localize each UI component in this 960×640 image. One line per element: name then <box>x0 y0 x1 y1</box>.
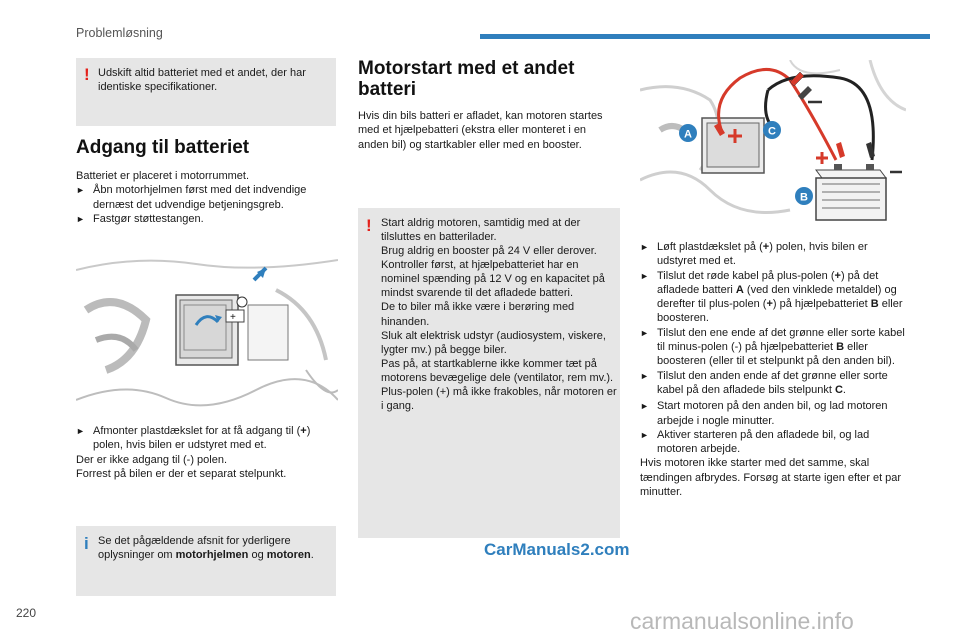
battery-ref: A <box>735 283 744 296</box>
carmanuals-watermark[interactable]: CarManuals2.com <box>484 540 630 559</box>
warning-icon: ! <box>84 65 90 84</box>
section-bar <box>480 34 930 39</box>
arrow-bullet-icon: ► <box>76 426 85 436</box>
step-text: Aktiver starteren på den afladede bil, og lad motoren arbejde. <box>657 428 870 456</box>
list-item <box>640 240 906 269</box>
list-item <box>640 428 906 457</box>
step-text: Åbn motorhjelmen først med det indvendige dernæst det udvendige betjeningsgreb. <box>93 184 307 211</box>
list-item <box>76 183 338 212</box>
warning-box-battery-replace <box>76 58 336 126</box>
warning-line: Sluk alt elektrisk udstyr (audiosystem, viskere, lygter mv.) på begge biler. <box>381 329 606 356</box>
jump-start-steps <box>640 240 906 499</box>
list-item <box>640 399 906 428</box>
info-text-part: . <box>310 549 314 562</box>
step-text: ) polen, hvis bilen er udstyret med et. <box>657 241 868 268</box>
warning-text: Udskift altid batteriet med et andet, der har identiske specifikationer. <box>98 67 306 94</box>
svg-text:+: + <box>230 312 236 323</box>
plus-symbol: + <box>766 298 773 311</box>
battery-location-text: Batteriet er placeret i motorrummet. <box>76 170 250 182</box>
step-text: ) polen, hvis bilen er udstyret med et. <box>93 425 311 452</box>
warning-line: Plus-polen (+) må ikke frakobles, når motoren er i gang. <box>381 385 617 413</box>
battery-ref: B <box>870 298 879 311</box>
arrow-bullet-icon: ► <box>640 327 649 338</box>
note-negative-pole: Der er ikke adgang til (-) polen. <box>76 453 228 466</box>
warning-icon: ! <box>366 216 372 235</box>
cover-remove-text <box>76 424 338 481</box>
jump-cable-drawing <box>640 60 906 230</box>
warning-text-block <box>381 216 617 413</box>
arrow-bullet-icon: ► <box>640 242 649 252</box>
label-a: A <box>684 128 692 141</box>
step-text: eller boosteren. <box>657 298 903 325</box>
plus-symbol: + <box>834 269 841 282</box>
step-text: Fastgør støttestangen. <box>93 212 204 225</box>
arrow-bullet-icon: ► <box>76 213 85 224</box>
arrow-bullet-icon: ► <box>76 185 85 196</box>
list-item <box>76 424 338 453</box>
step-text: Tilslut den ene ende af det grønne eller sorte kabel til minus-polen (-) på hjælpebatteriet <box>657 326 905 354</box>
page-number: 220 <box>16 606 37 620</box>
list-item <box>76 212 338 226</box>
heading-line: batteri <box>358 79 417 101</box>
battery-access-text <box>76 169 338 226</box>
warning-line: Brug aldrig en booster på 24 V eller derover. <box>381 245 597 258</box>
warning-line: Start aldrig motoren, samtidig med at der tilsluttes en batterilader. <box>381 217 581 244</box>
battery-ref: C <box>834 383 843 396</box>
site-watermark: carmanualsonline.info <box>630 608 854 634</box>
list-item <box>640 369 906 398</box>
final-note: Hvis motoren ikke starter med det samme, skal tændingen afbrydes. Forsøg at starte igen efter et par minutter. <box>640 457 902 499</box>
info-text-part: og <box>248 549 267 562</box>
step-text: Løft plastdækslet på ( <box>657 241 763 253</box>
heading-battery-access: Adgang til batteriet <box>76 137 250 158</box>
step-text: eller boosteren (eller til et stelpunkt på den anden bil). <box>657 341 895 368</box>
warning-line: De to biler må ikke være i berøring med hinanden. <box>381 301 575 328</box>
warning-line: Pas på, at startkablerne ikke kommer tæt på motorens bevægelige dele (ventilator, rem mv.). <box>381 357 614 384</box>
heading-line: Motorstart med et andet <box>358 58 575 79</box>
warning-line: Kontroller først, at hjælpebatteriet har en nominel spænding på 12 V og en kapacitet på mindst svarende til det afladede batteri. <box>381 259 605 300</box>
info-text-part: Se det pågældende afsnit for yderligere oplysninger om <box>98 535 291 562</box>
info-icon: i <box>84 534 89 553</box>
jump-start-intro: Hvis din bils batteri er afladet, kan motoren startes med et hjælpebatteri (ekstra eller monteret i en anden bil) og startkabler eller med en booster. <box>358 110 603 151</box>
jump-cable-illustration <box>640 60 906 230</box>
step-text: Tilslut det røde kabel på plus-polen ( <box>657 269 835 282</box>
engine-bay-drawing <box>76 250 338 416</box>
arrow-bullet-icon: ► <box>640 429 649 440</box>
arrow-bullet-icon: ► <box>640 401 649 412</box>
arrow-bullet-icon: ► <box>640 370 649 381</box>
battery-ref: B <box>836 341 845 354</box>
plus-symbol: + <box>762 241 770 253</box>
step-text: . <box>842 383 846 396</box>
step-text: (ved den vinklede metaldel) og derefter til plus-polen ( <box>657 283 897 311</box>
info-text <box>98 534 328 562</box>
section-title: Problemløsning <box>76 26 163 40</box>
step-text: ) på det afladede batteri <box>657 269 879 296</box>
step-text: Afmonter plastdækslet for at få adgang til ( <box>93 425 301 437</box>
label-b: B <box>800 191 808 204</box>
list-item <box>640 269 906 326</box>
info-link-engine: motoren <box>266 549 311 562</box>
info-link-hood: motorhjelmen <box>175 549 249 562</box>
note-ground-point: Forrest på bilen er der et separat stelpunkt. <box>76 467 287 480</box>
heading-jump-start <box>358 58 618 101</box>
step-text: ) på hjælpebatteriet <box>772 298 871 311</box>
battery-access-illustration <box>76 250 338 416</box>
list-item <box>640 326 906 369</box>
info-box-hood <box>76 526 336 596</box>
label-c: C <box>768 125 776 138</box>
step-text: Start motoren på den anden bil, og lad motoren arbejde i nogle minutter. <box>657 400 888 427</box>
arrow-bullet-icon: ► <box>640 270 649 281</box>
plus-symbol: + <box>300 425 307 437</box>
warning-box-jump-start <box>358 208 620 538</box>
step-text: Tilslut den anden ende af det grønne eller sorte kabel på den afladede bils stelpunkt <box>657 369 888 396</box>
